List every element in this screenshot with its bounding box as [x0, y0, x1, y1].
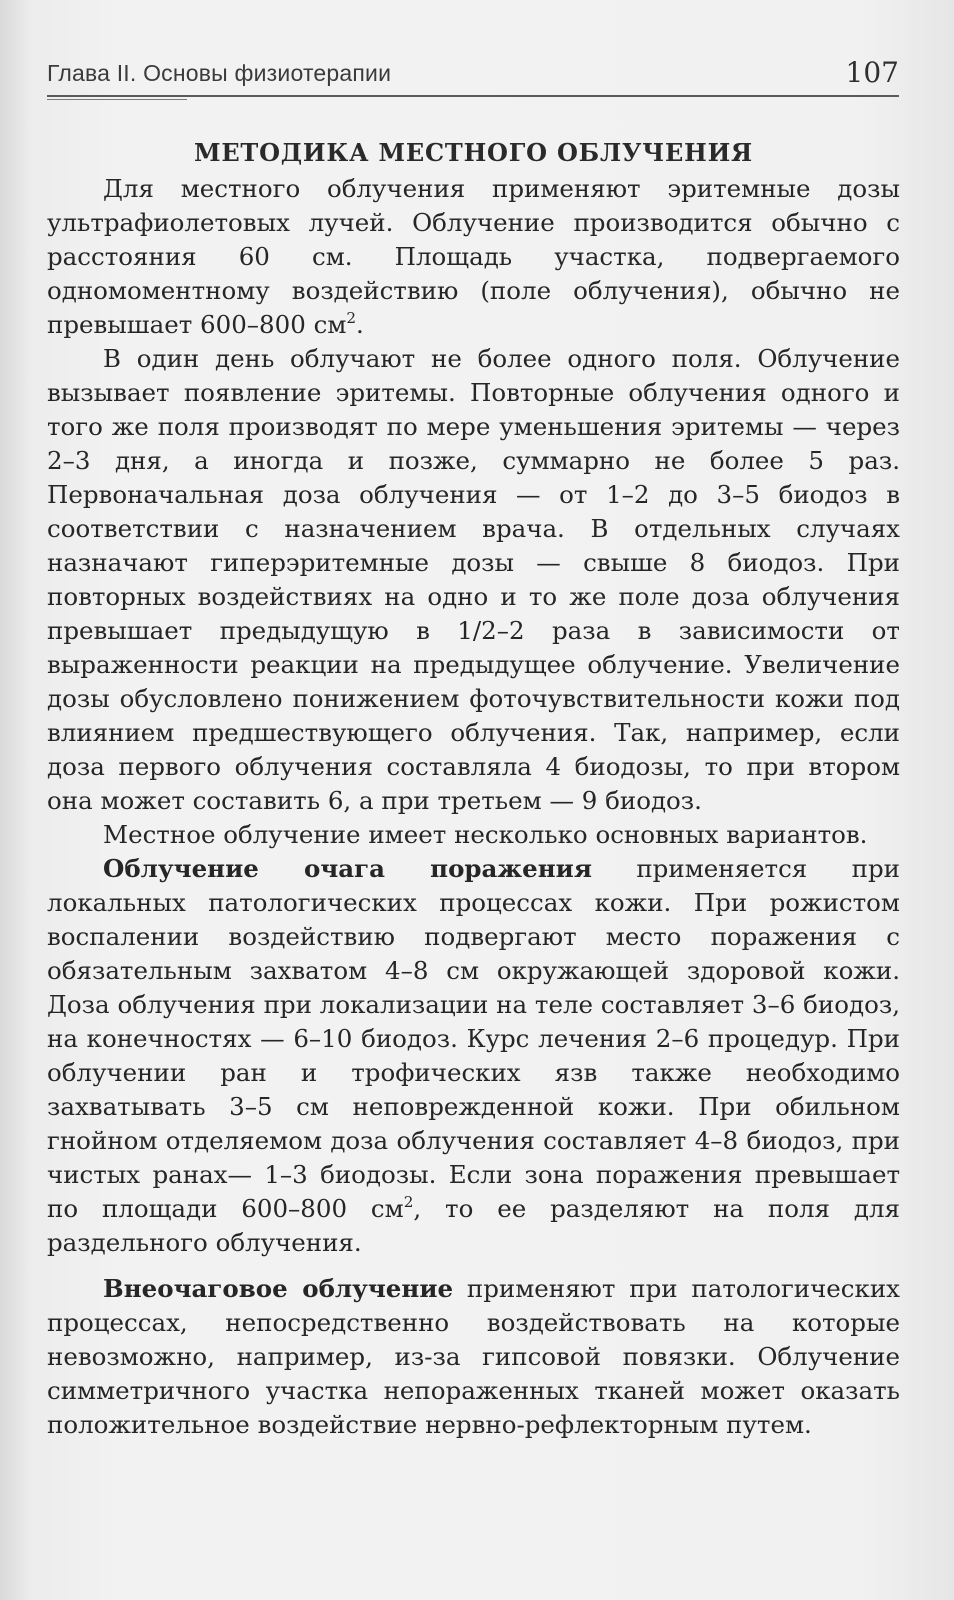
header-rule-accent — [47, 99, 187, 100]
page-number: 107 — [845, 56, 899, 89]
paragraph-1 — [47, 172, 900, 342]
chapter-title: Глава II. Основы физиотерапии — [47, 60, 392, 86]
paragraph-1-text: Для местного облучения применяют эритемные дозы ультрафиолетовых лучей. Облучение производится обычно с расстояния 60 см. Площадь участка, подвергаемого одномоментному воздействию (поле облучения), обычно не превышает 600–800 см — [47, 174, 900, 339]
paragraph-2 — [47, 342, 900, 818]
paragraph-4-end: , то ее разделяют на поля для раздельного облучения. — [47, 1194, 900, 1257]
header-rule — [47, 95, 899, 97]
paragraph-4 — [47, 852, 900, 1260]
page-content — [47, 136, 900, 1442]
running-header — [47, 56, 899, 96]
paragraph-3 — [47, 818, 900, 852]
paragraph-4-superscript: 2 — [403, 1193, 414, 1212]
paragraph-1-superscript: 2 — [346, 309, 357, 328]
paragraph-5 — [47, 1272, 900, 1442]
section-title: МЕТОДИКА МЕСТНОГО ОБЛУЧЕНИЯ — [193, 138, 754, 167]
paragraph-5-text: применяют при патологических процессах, непосредственно воздействовать на которые невозможно, например, из-за гипсовой повязки. Облучение симметричного участка непораженных тканей может оказать положительное воздействие нервно-рефлекторным путем. — [47, 1274, 900, 1439]
paragraph-4-text: применяется при локальных патологических процессах кожи. При рожистом воспалении воздействию подвергают место поражения с обязательным захватом 4–8 см окружающей здоровой кожи. Доза облучения при локализации на теле составляет 3–6 биодоз, на конечностях — 6–10 биодоз. Курс лечения 2–6 процедур. При облучении ран и трофических язв также необходимо захватывать 3–5 см неповрежденной кожи. При обильном гнойном отделяемом доза облучения составляет 4–8 биодоз, при чистых ранах— 1–3 биодозы. Если зона поражения превышает по площади 600–800 см — [47, 854, 900, 1223]
paragraph-1-end: . — [356, 310, 364, 339]
paragraph-2-text: В один день облучают не более одного поля. Облучение вызывает появление эритемы. Повторные облучения одного и того же поля производят по мере уменьшения эритемы — через 2–3 дня, а иногда и позже, суммарно не более 5 раз. Первоначальная доза облучения — от 1–2 до 3–5 биодоз в соответствии с назначением врача. В отдельных случаях назначают гиперэритемные дозы — свыше 8 биодоз. При повторных воздействиях на одно и то же поле доза облучения превышает предыдущую в 1/2–2 раза в зависимости от выраженности реакции на предыдущее облучение. Увеличение дозы обусловлено понижением фоточувствительности кожи под влиянием предшествующего облучения. Так, например, если доза первого облучения составляла 4 биодозы, то при втором она может составить 6, а при третьем — 9 биодоз. — [47, 344, 900, 815]
paragraph-4-term: Облучение очага поражения — [103, 854, 592, 883]
paragraph-5-term: Внеочаговое облучение — [103, 1274, 454, 1303]
paragraph-3-text: Местное облучение имеет несколько основных вариантов. — [103, 820, 868, 849]
